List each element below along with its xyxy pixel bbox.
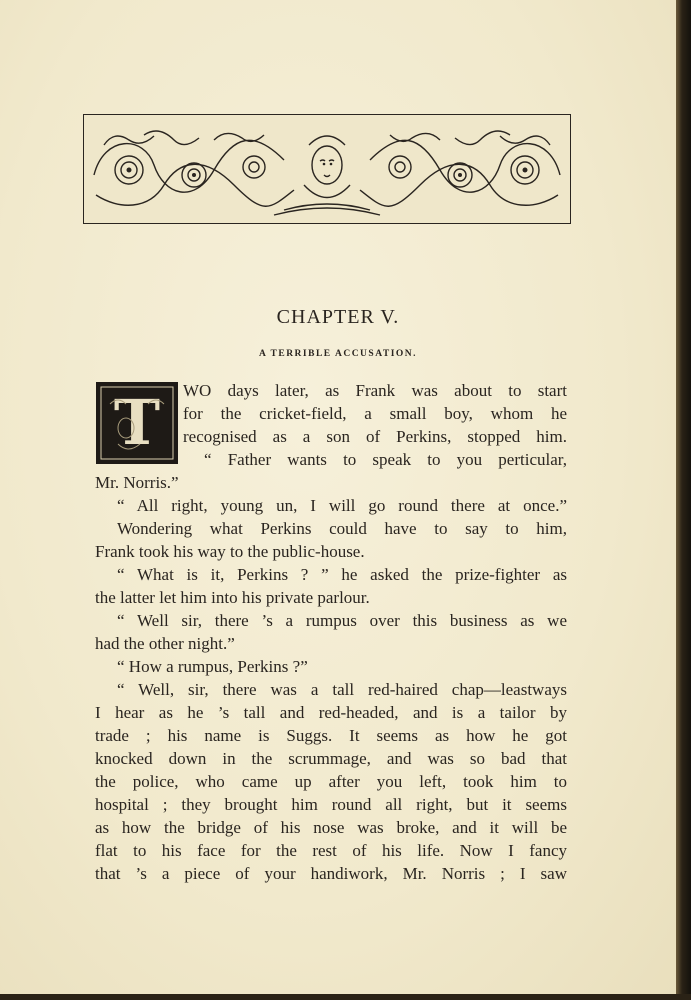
text-line: the police, who came up after you left, took him to [95, 772, 567, 791]
chapter-title: CHAPTER V. [276, 306, 400, 328]
book-edge [676, 0, 691, 1000]
text-line: knocked down in the scrummage, and was so bad that [95, 749, 567, 768]
text-line: trade ; his name is Suggs. It seems as how he got [95, 726, 567, 745]
text-line: the latter let him into his private parlour. [95, 588, 370, 607]
text-line: recognised as a son of Perkins, stopped him. [183, 427, 567, 446]
text-line: Frank took his way to the public-house. [95, 542, 365, 561]
text-line: as how the bridge of his nose was broke, and it will be [95, 818, 567, 837]
text-line: Mr. Norris.” [95, 473, 179, 492]
text-line: hospital ; they brought him round all right, but it seems [95, 795, 567, 814]
text-line: had the other night.” [95, 634, 235, 653]
text-line: Wondering what Perkins could have to say to him, [117, 519, 567, 538]
text-line: “ Well, sir, there was a tall red-haired chap—leastways [117, 680, 567, 699]
text-line: “ What is it, Perkins ? ” he asked the prize-fighter as [117, 565, 567, 584]
book-edge-bottom [0, 994, 691, 1000]
text-line: “ Well sir, there ’s a rumpus over this business as we [117, 611, 567, 630]
text-line: for the cricket-field, a small boy, whom he [183, 404, 567, 423]
svg-text:T: T [113, 386, 161, 459]
drop-cap-t [96, 382, 178, 464]
ornamental-headpiece [83, 114, 571, 224]
chapter-subtitle: A TERRIBLE ACCUSATION. [258, 349, 418, 359]
text-line: that ’s a piece of your handiwork, Mr. Norris ; I saw [95, 864, 567, 883]
text-line: WO days later, as Frank was about to start [183, 381, 567, 400]
text-line: “ Father wants to speak to you perticular, [204, 450, 567, 469]
text-line: I hear as he ’s tall and red-headed, and is a tailor by [95, 703, 567, 722]
text-line: flat to his face for the rest of his life. Now I fancy [95, 841, 567, 860]
text-line: “ All right, young un, I will go round there at once.” [117, 496, 567, 515]
text-line: “ How a rumpus, Perkins ?” [117, 657, 308, 676]
